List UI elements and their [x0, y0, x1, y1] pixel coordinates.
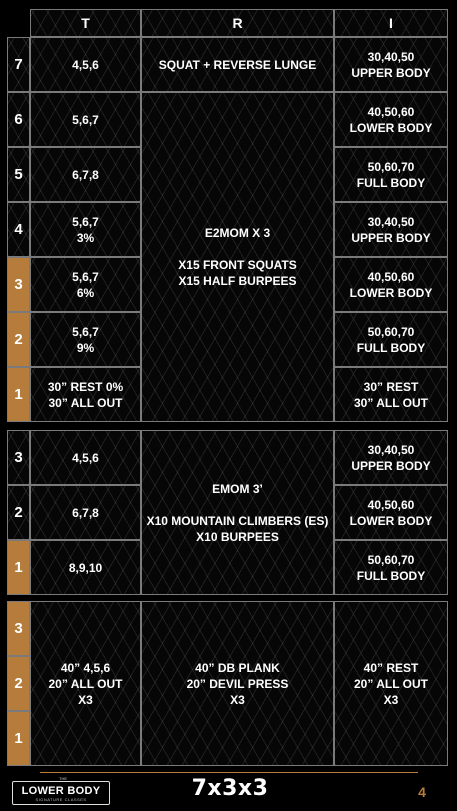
- header-t-label: T: [81, 15, 90, 31]
- intensity-cell: [334, 430, 448, 485]
- routine-line: X15 FRONT SQUATS: [178, 258, 297, 272]
- round-number: [7, 147, 30, 202]
- tempo-cell: [30, 430, 141, 485]
- tempo-line: 9%: [76, 340, 95, 355]
- intensity-cell: [334, 92, 448, 147]
- round-number: [7, 37, 30, 92]
- intensity-cell: [334, 540, 448, 595]
- round-number: [7, 601, 30, 656]
- tempo-line: 6,7,8: [72, 505, 99, 520]
- tempo-line: 40” 4,5,6: [60, 660, 111, 675]
- intensity-line: X3: [383, 692, 399, 707]
- routine-line: 40” DB PLANK: [195, 660, 280, 675]
- routine-line: E2MOM X 3: [204, 226, 271, 240]
- round-number-label: 2: [14, 674, 23, 692]
- workout-title: 7x3x3: [191, 776, 269, 801]
- tempo-cell: [30, 37, 141, 92]
- routine-line: [236, 241, 239, 257]
- round-number: [7, 257, 30, 312]
- header-r-label: R: [232, 15, 243, 31]
- intensity-line: 30,40,50: [367, 214, 415, 229]
- logo-main-text: LOWER BODY: [21, 784, 101, 797]
- round-number-label: 3: [14, 448, 23, 466]
- routine-line: X10 BURPEES: [196, 529, 279, 544]
- intensity-line: UPPER BODY: [351, 230, 431, 245]
- intensity-line: UPPER BODY: [351, 458, 431, 473]
- routine-cell: [141, 601, 334, 766]
- intensity-line: FULL BODY: [356, 175, 426, 190]
- round-number: [7, 540, 30, 595]
- tempo-cell: [30, 312, 141, 367]
- intensity-cell: [334, 202, 448, 257]
- header-i: [334, 9, 448, 37]
- round-number: [7, 202, 30, 257]
- round-number-label: 3: [14, 275, 23, 293]
- intensity-line: 50,60,70: [367, 159, 415, 174]
- round-number-label: 1: [14, 385, 23, 403]
- intensity-line: UPPER BODY: [351, 65, 431, 80]
- intensity-line: 20” ALL OUT: [353, 676, 428, 691]
- round-number-label: 3: [14, 619, 23, 637]
- tempo-line: 20” ALL OUT: [48, 676, 123, 691]
- tempo-line: 30” ALL OUT: [48, 395, 123, 410]
- page-number: 4: [418, 784, 426, 800]
- tempo-line: 5,6,7: [72, 112, 99, 127]
- round-number: [7, 711, 30, 766]
- routine-line: X10 MOUNTAIN CLIMBERS (ES): [146, 513, 329, 528]
- tempo-line: 6%: [76, 285, 95, 300]
- round-number-label: 2: [14, 503, 23, 521]
- brand-logo: [12, 781, 110, 805]
- round-number-label: 1: [14, 558, 23, 576]
- tempo-cell: [30, 147, 141, 202]
- tempo-line: 5,6,7: [72, 269, 99, 284]
- intensity-line: LOWER BODY: [349, 513, 433, 528]
- intensity-line: 50,60,70: [367, 324, 415, 339]
- tempo-line: 6,7,8: [72, 167, 99, 182]
- round-number: [7, 312, 30, 367]
- footer-divider: [40, 772, 418, 773]
- logo-top-text: THE: [59, 776, 67, 781]
- intensity-line: 50,60,70: [367, 552, 415, 567]
- tempo-cell: [30, 92, 141, 147]
- intensity-line: 30” REST: [363, 379, 419, 394]
- routine-line: X15 HALF BURPEES: [178, 274, 297, 288]
- intensity-cell: [334, 312, 448, 367]
- intensity-cell: [334, 601, 448, 766]
- routine-line: EMOM 3’: [212, 481, 263, 496]
- tempo-line: 8,9,10: [68, 560, 103, 575]
- intensity-line: 40,50,60: [367, 104, 415, 119]
- tempo-line: 3%: [76, 230, 95, 245]
- round-number-label: 2: [14, 330, 23, 348]
- intensity-cell: [334, 257, 448, 312]
- logo-sub-text: SIGNATURE CLASSES: [35, 796, 87, 802]
- tempo-line: 5,6,7: [72, 324, 99, 339]
- intensity-line: FULL BODY: [356, 568, 426, 583]
- tempo-line: 4,5,6: [72, 57, 99, 72]
- tempo-cell: [30, 485, 141, 540]
- round-number: [7, 656, 30, 711]
- intensity-line: 40,50,60: [367, 269, 415, 284]
- tempo-line: 5,6,7: [72, 214, 99, 229]
- tempo-line: 4,5,6: [72, 450, 99, 465]
- tempo-cell: [30, 540, 141, 595]
- intensity-cell: [334, 37, 448, 92]
- header-t: [30, 9, 141, 37]
- round-number-label: 6: [14, 110, 23, 128]
- round-number: [7, 430, 30, 485]
- intensity-line: FULL BODY: [356, 340, 426, 355]
- intensity-cell: [334, 367, 448, 422]
- routine-cell: [141, 430, 334, 595]
- routine-line: SQUAT + REVERSE LUNGE: [158, 57, 317, 72]
- routine-line: X3: [230, 692, 245, 707]
- tempo-line: X3: [78, 692, 93, 707]
- round-number-label: 1: [14, 729, 23, 747]
- intensity-line: 30,40,50: [367, 442, 415, 457]
- routine-cell: [141, 92, 334, 422]
- intensity-line: 30,40,50: [367, 49, 415, 64]
- tempo-cell: [30, 601, 141, 766]
- tempo-cell: [30, 202, 141, 257]
- routine-line: 20” DEVIL PRESS: [186, 676, 289, 691]
- intensity-line: LOWER BODY: [349, 120, 433, 135]
- round-number-label: 7: [14, 55, 23, 73]
- intensity-line: LOWER BODY: [349, 285, 433, 300]
- intensity-cell: [334, 485, 448, 540]
- intensity-line: 30” ALL OUT: [353, 395, 428, 410]
- routine-line: [236, 497, 239, 513]
- routine-cell: [141, 37, 334, 92]
- round-number-label: 5: [14, 165, 23, 183]
- tempo-cell: [30, 257, 141, 312]
- intensity-line: 40” REST: [363, 660, 419, 675]
- round-number-label: 4: [14, 220, 23, 238]
- round-number: [7, 485, 30, 540]
- intensity-cell: [334, 147, 448, 202]
- header-i-label: I: [389, 15, 393, 31]
- header-r: [141, 9, 334, 37]
- round-number: [7, 92, 30, 147]
- intensity-line: 40,50,60: [367, 497, 415, 512]
- round-number: [7, 367, 30, 422]
- tempo-cell: [30, 367, 141, 422]
- tempo-line: 30” REST 0%: [47, 379, 124, 394]
